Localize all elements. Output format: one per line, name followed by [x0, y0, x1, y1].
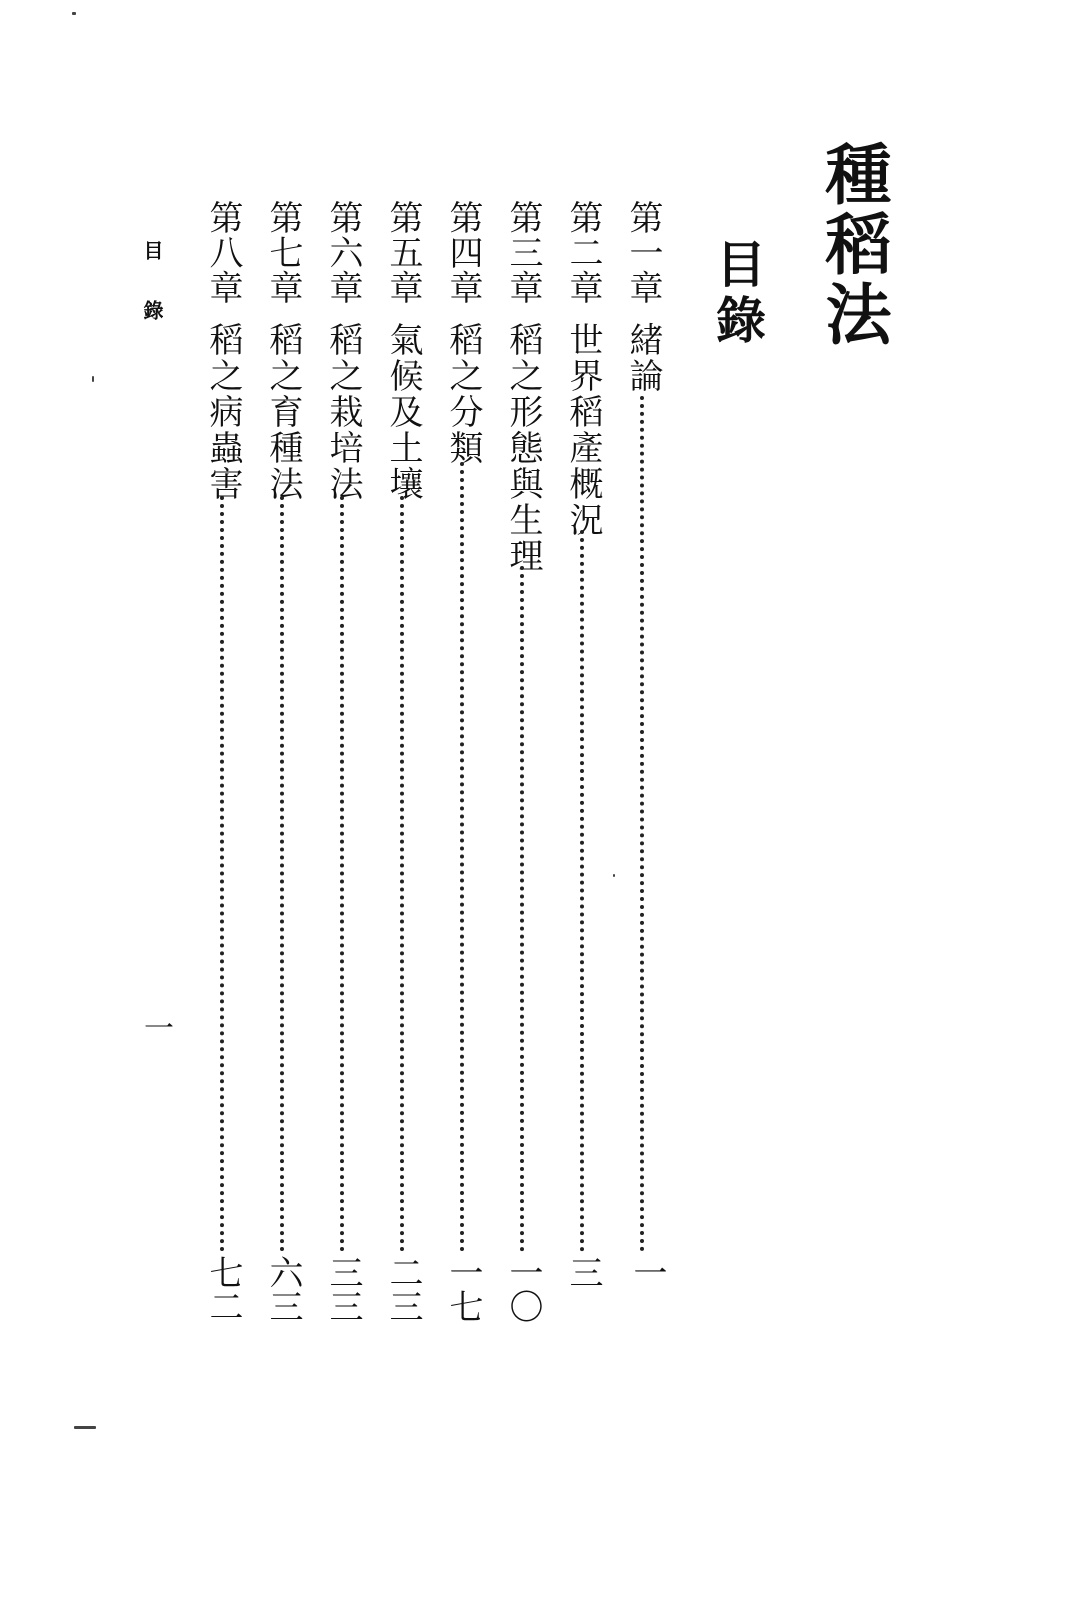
toc-entry-4	[438, 200, 488, 1330]
dot-leader	[280, 496, 284, 1252]
chapter-title: 稻之栽培法	[323, 322, 363, 502]
chapter-number: 第三章	[503, 200, 543, 305]
page-number: 一	[627, 1255, 667, 1289]
page-number: 七二	[203, 1255, 243, 1323]
running-head: 目錄	[140, 240, 164, 360]
chapter-number: 第一章	[623, 200, 663, 305]
page-number: 二三	[383, 1255, 423, 1323]
dot-leader	[400, 496, 404, 1252]
toc-entry-1	[618, 200, 668, 1330]
toc-entry-8	[198, 200, 248, 1330]
chapter-title: 氣候及土壤	[383, 322, 423, 502]
dot-leader	[520, 566, 524, 1252]
chapter-number: 第四章	[443, 200, 483, 305]
toc-entry-6	[318, 200, 368, 1330]
page-number: 一七	[443, 1255, 483, 1323]
scan-speck	[74, 1426, 96, 1429]
scan-speck	[72, 12, 76, 15]
chapter-title: 稻之育種法	[263, 322, 303, 502]
scan-speck	[613, 874, 615, 877]
dot-leader	[580, 530, 584, 1252]
page-number: 三三	[323, 1255, 363, 1323]
chapter-number: 第五章	[383, 200, 423, 305]
toc-heading: 目錄	[708, 238, 767, 350]
toc-entry-2	[558, 200, 608, 1330]
chapter-number: 第七章	[263, 200, 303, 305]
chapter-title: 稻之病蟲害	[203, 322, 243, 502]
dot-leader	[640, 396, 644, 1252]
book-title: 種稻法	[814, 140, 892, 350]
page-number: 六三	[263, 1255, 303, 1323]
page-number: 三	[563, 1255, 603, 1289]
chapter-title: 緒論	[623, 322, 663, 394]
chapter-number: 第二章	[563, 200, 603, 305]
toc-entry-7	[258, 200, 308, 1330]
dot-leader	[460, 462, 464, 1252]
dot-leader	[340, 496, 344, 1252]
folio-number: 一	[138, 1012, 173, 1042]
chapter-number: 第八章	[203, 200, 243, 305]
dot-leader	[220, 496, 224, 1252]
page-number: 一〇	[503, 1255, 543, 1323]
toc-entry-5	[378, 200, 428, 1330]
scan-speck	[92, 376, 94, 382]
toc-entry-3	[498, 200, 548, 1330]
chapter-title: 世界稻產概況	[563, 322, 603, 538]
chapter-number: 第六章	[323, 200, 363, 305]
chapter-title: 稻之分類	[443, 322, 483, 466]
chapter-title: 稻之形態與生理	[503, 322, 543, 574]
